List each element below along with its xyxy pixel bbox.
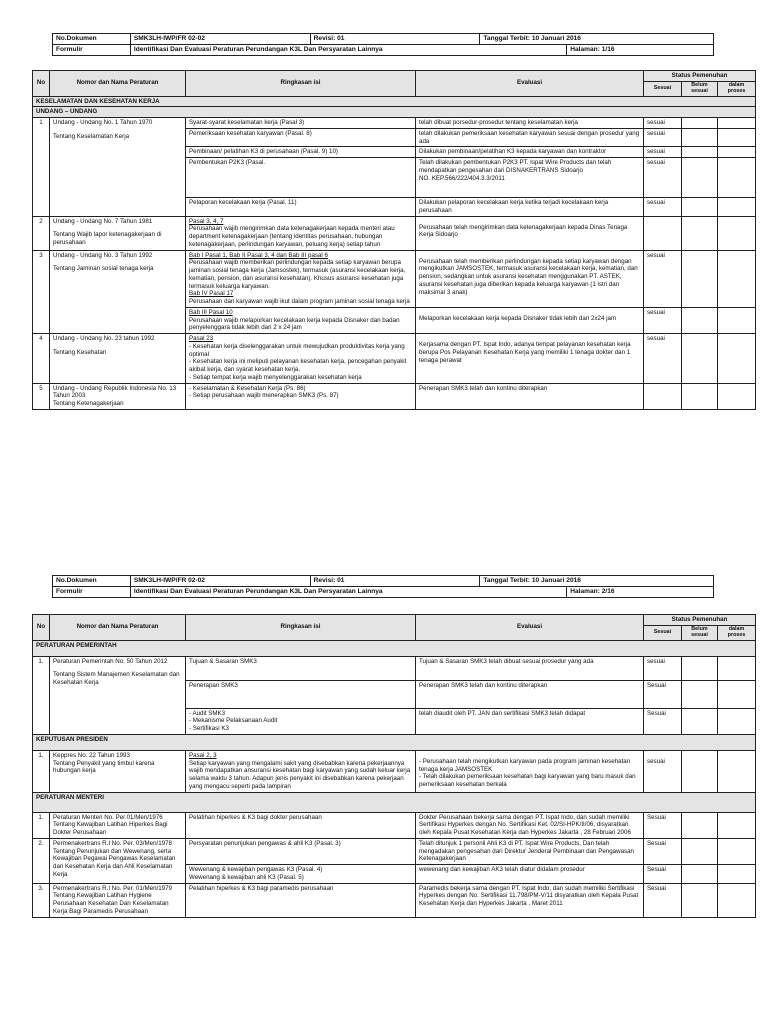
regulation-topic: Tentang Kesehatan	[53, 348, 107, 356]
table-row	[33, 838, 756, 864]
evaluation-cell: Penerapan SMK3 telah dan kontinu diterapkan	[416, 383, 644, 409]
status-not-ok-cell	[682, 128, 718, 147]
regulation-name: Undang - Undang No. 23 tahun 1992	[53, 335, 155, 343]
status-not-ok-cell	[682, 656, 718, 680]
form-label: Formulir	[53, 587, 131, 598]
row-number: 3.	[33, 883, 50, 917]
evaluation-cell: Tujuan & Sasaran SMK3 telah dibuat sesuai prosedur yang ada	[416, 656, 644, 680]
evaluation-cell: Paramedis bekerja sama dengan PT. Ispat Indo, dan sudah memiliki Sertifikasi Hyperkes dengan No. Sertifikasi 11.798/PM-V/11 disyaratkan oleh Kepala Pusat Kesehatan Kerja dan Hyperkes Jakarta , Maret 2011	[416, 883, 644, 917]
list-item: - Keselamatan & Kesehatan Kerja (Ps. 86)	[189, 385, 412, 393]
status-ok-cell: Sesuai	[644, 865, 682, 884]
regulation-cell	[50, 656, 186, 734]
status-not-ok-cell	[682, 865, 718, 884]
row-number: 5	[33, 383, 50, 409]
article-reference: Pasal 3, 4, 7	[189, 217, 224, 225]
status-ok-cell: sesuai	[644, 334, 682, 384]
status-not-ok-cell	[682, 838, 718, 864]
status-in-progress-cell	[718, 158, 756, 198]
table-row	[33, 118, 756, 129]
regulation-topic: Tentang Jaminan sosial tenaga kerja	[53, 265, 154, 273]
evaluation-cell	[416, 334, 644, 384]
revision: Revisi: 01	[310, 576, 480, 587]
summary-cell	[186, 307, 416, 333]
status-in-progress-cell	[718, 216, 756, 250]
row-number: 4	[33, 334, 50, 384]
summary-text: Wewenang & kewajiban ahli K3 (Pasal. 5)	[189, 873, 304, 881]
form-title: Identifikasi Dan Evaluasi Peraturan Perundangan K3L Dan Persyaratan Lainnya	[130, 587, 566, 598]
evaluation-cell: telah dilakukan pemeriksaan kesehatan karyawan sesuai dengan prosedur yang ada	[416, 128, 644, 147]
revision: Revisi: 01	[310, 34, 480, 45]
regulation-cell	[50, 250, 186, 334]
summary-cell: Tujuan & Sasaran SMK3	[186, 656, 416, 680]
table-row	[33, 216, 756, 250]
col-summary: Ringkasan isi	[186, 71, 416, 97]
status-text: sesuai	[647, 757, 665, 765]
status-ok-cell: sesuai	[644, 656, 682, 680]
list-item: - Perusahaan telah mengikutkan karyawan pada program jaminan kesehatan tenaga kerja JAMSOSTEK	[419, 758, 640, 774]
table-row	[33, 383, 756, 409]
status-not-ok-cell	[682, 198, 718, 217]
status-not-ok-cell	[682, 680, 718, 708]
regulation-cell	[50, 216, 186, 250]
status-ok-cell: sesuai	[644, 147, 682, 158]
section-heading: PERATURAN MENTERI	[33, 792, 756, 812]
table-row	[33, 656, 756, 680]
regulation-cell	[50, 812, 186, 838]
row-number: 2.	[33, 838, 50, 883]
summary-text: Perusahaan dan karyawan wajib ikut dalam program jaminan sosial tenaga kerja	[189, 298, 410, 306]
doc-number: SMK3LH-IWP/FR 02-02	[130, 34, 310, 45]
status-ok-cell: Sesuai	[644, 883, 682, 917]
status-not-ok-cell	[682, 147, 718, 158]
row-number: 1.	[33, 812, 50, 838]
status-ok-cell	[644, 750, 682, 792]
col-status-ok: Sesuai	[644, 625, 682, 640]
doc-number-label: No.Dokumen	[53, 34, 131, 45]
regulation-topic: Tentang Kewajiban Latihan Hygiene Perusahaan Kesehatan Dan Keselamatan Kerja Bagi Paramedis Perusahaan	[53, 892, 169, 915]
summary-cell: Penerapan SMK3	[186, 680, 416, 708]
regulation-topic: Tentang Keselamatan Kerja	[53, 132, 130, 140]
page-number: Halaman: 2/16	[567, 587, 714, 598]
list-item: - Audit SMK3	[189, 710, 412, 718]
status-in-progress-cell	[718, 198, 756, 217]
status-in-progress-cell	[718, 147, 756, 158]
status-in-progress-cell	[718, 383, 756, 409]
summary-text: Setiap karyawan yang mengalami sakit yang disebabkan karena pekerjaannya wajib mendapatkan ansuransi kesehatan bagi karyawan yang sudah keluar kerja selama waktu 3 tahun. Adapun jenis penyakit ini disebabkan karena pekerjaan yang mengacu seperti pada lampiran	[189, 759, 411, 790]
status-in-progress-cell	[718, 883, 756, 917]
row-number: 3	[33, 250, 50, 334]
regulation-topic: Tentang Sistem Manajemen Keselamatan dan Kesehatan Kerja	[53, 671, 180, 687]
evaluation-text: Kerjasama dengan PT. Ispat Indo, adanya tempat pelayanan kesehatan kerja berupa Pos Pelayanan Kesehatan Kerja yang memiliki 1 tenaga dokter dan 1 tenaga perawat	[419, 341, 631, 364]
col-evaluation: Evaluasi	[416, 615, 644, 641]
document-header	[52, 575, 714, 598]
section-heading: KEPUTUSAN PRESIDEN	[33, 734, 756, 750]
summary-cell: Pembentukan P2K3 (Pasal.	[186, 158, 416, 198]
regulation-cell	[50, 334, 186, 384]
status-not-ok-cell	[682, 383, 718, 409]
regulation-topic: Tentang Wajib lapor ketenagakerjaan di perusahaan	[53, 231, 162, 247]
status-in-progress-cell	[718, 680, 756, 708]
regulation-cell	[50, 883, 186, 917]
col-evaluation: Evaluasi	[416, 71, 644, 97]
summary-list	[189, 343, 412, 382]
form-label: Formulir	[53, 45, 131, 56]
col-summary: Ringkasan isi	[186, 615, 416, 641]
evaluation-cell: Penerapan SMK3 telah dan kontinu diterapkan	[416, 680, 644, 708]
evaluation-cell	[416, 307, 644, 333]
evaluation-cell: telah diaudit oleh PT. JAN dan sertifikasi SMK3 telah didapat	[416, 708, 644, 734]
status-in-progress-cell	[718, 708, 756, 734]
regulation-name: Permenakertrans R.I No. Per. 03/Men/1978	[53, 839, 172, 847]
status-ok-cell: sesuai	[644, 128, 682, 147]
summary-list	[189, 385, 412, 401]
summary-text: Perusahaan wajib memberikan perlindungan kepada setiap karyawan berupa jaminan sosial tenaga kerja (Jamsostek), termasuk (asuransi kecelakaan kerja, kematian, pension, dan asuransi kesehatan). Khusus asuransi kesehatan juga termasuk keluarga karyawan.	[189, 259, 406, 290]
summary-cell: Pelatihan hiperkes & K3 bagi dokter perusahaan	[186, 812, 416, 838]
status-in-progress-cell	[718, 307, 756, 333]
list-item: - Setiap tempat kerja wajib menyelenggarakan kesehatan kerja	[189, 374, 412, 382]
summary-text: Wewenang & kewajiban pengawas K3 (Pasal. 4)	[189, 866, 323, 874]
status-ok-cell: sesuai	[644, 307, 682, 333]
status-not-ok-cell	[682, 883, 718, 917]
row-number: 1.	[33, 750, 50, 792]
summary-text: Perusahaan wajib melaporkan kecelakaan kerja kepada Disnaker dan badan penyelenggara tidak lebih dari 2 x 24 jam	[189, 316, 400, 332]
list-item: - Kesehatan kerja ini meliputi pelayanan kesehatan kerja, pencegahan penyakit akibat kerja, dan syarat kesehatan kerja.	[189, 358, 412, 374]
document-header	[52, 33, 714, 56]
doc-number-label: No.Dokumen	[53, 576, 131, 587]
status-in-progress-cell	[718, 334, 756, 384]
regulation-cell	[50, 383, 186, 409]
evaluation-cell: Dilakukan pembinaan/pelatihan K3 kepada karyawan dan kontraktor	[416, 147, 644, 158]
list-item: - Sertifikasi K3	[189, 725, 412, 733]
status-ok-cell	[644, 216, 682, 250]
article-reference: Pasal 23	[189, 335, 214, 343]
status-ok-cell: Sesuai	[644, 838, 682, 864]
regulation-name: Undang - Undang No. 1 Tahun 1970	[53, 119, 153, 127]
summary-cell	[186, 216, 416, 250]
regulation-name: Permenakertrans R.I No. Per. 01/Men/1979	[53, 884, 172, 892]
regulation-name: Peraturan Menteri No. Per.01/Men/1976	[53, 813, 163, 821]
decree-number: NO. KEP.566/222/404.3.3/2011	[419, 174, 505, 182]
regulation-cell	[50, 838, 186, 883]
evaluation-cell: wewenang dan kewajiban AK3 telah diatur didalam prosedur	[416, 865, 644, 884]
summary-cell	[186, 334, 416, 384]
status-in-progress-cell	[718, 128, 756, 147]
status-not-ok-cell	[682, 158, 718, 198]
table-row	[33, 883, 756, 917]
evaluation-cell	[416, 158, 644, 198]
evaluation-text: Melaporkan kecelakaan kerja kepada Disnaker tidak lebih dari 2x24 jam	[419, 314, 617, 322]
evaluation-text: Telah dilakukan pembentukan P2K3 PT. Ispat Wire Products dan telah mendapatkan pengesahan dari DISNAKERTRANS Sidoarjo	[419, 159, 612, 174]
col-status-ok: Sesuai	[644, 81, 682, 96]
evaluation-cell	[416, 250, 644, 307]
list-item: - Kesehatan kerja diselenggarakan untuk mewujudkan produktivitas kerja yang optimal	[189, 343, 412, 359]
regulation-name: Undang - Undang Republik Indonesia No. 13 Tahun 2003	[53, 384, 177, 400]
table-row	[33, 334, 756, 384]
evaluation-cell	[416, 216, 644, 250]
table-row	[33, 250, 756, 307]
summary-cell	[186, 865, 416, 884]
status-ok-cell: Sesuai	[644, 812, 682, 838]
col-no: No	[33, 71, 50, 97]
col-no: No	[33, 615, 50, 641]
status-in-progress-cell	[718, 656, 756, 680]
table-row	[33, 812, 756, 838]
issue-date: Tanggal Terbit: 10 Januari 2016	[480, 34, 714, 45]
list-item: - Mekanisme Pelaksanaan Audit	[189, 717, 412, 725]
doc-number: SMK3LH-IWP/FR 02-02	[130, 576, 310, 587]
status-not-ok-cell	[682, 307, 718, 333]
regulation-topic: Tentang Penyakit yang timbul karena hubungan kerja	[53, 759, 155, 775]
status-not-ok-cell	[682, 118, 718, 129]
summary-cell: Syarat-syarat keselamatan kerja (Pasal 3)	[186, 118, 416, 129]
row-number: 1.	[33, 656, 50, 734]
summary-list	[189, 710, 412, 733]
col-status: Status Pemenuhan	[644, 615, 756, 626]
col-status: Status Pemenuhan	[644, 71, 756, 82]
issue-date: Tanggal Terbit: 10 Januari 2016	[480, 576, 714, 587]
regulation-name: Peraturan Pemerintah No. 50 Tahun 2012	[53, 657, 168, 665]
status-ok-cell: sesuai	[644, 118, 682, 129]
status-not-ok-cell	[682, 812, 718, 838]
col-status-not-ok: Belum sesuai	[682, 81, 718, 96]
col-regulation: Nomor dan Nama Peraturan	[50, 615, 186, 641]
status-not-ok-cell	[682, 216, 718, 250]
evaluation-text: Perusahaan telah mengirimkan data ketenagakerjaan kepada Dinas Tenaga Kerja Sidoarjo	[419, 223, 628, 239]
form-title: Identifikasi Dan Evaluasi Peraturan Perundangan K3L Dan Persyaratan Lainnya	[130, 45, 566, 56]
status-in-progress-cell	[718, 250, 756, 307]
evaluation-cell: Dilakukan pelaporan kecelakaan kerja ketika terjadi kecelakaan kerja perusahaan	[416, 198, 644, 217]
regulation-name: Undang - Undang No. 7 Tahun 1981	[53, 217, 153, 225]
list-item: - Setiap perusahaan wajib menerapkan SMK3 (Ps. 87)	[189, 392, 412, 400]
evaluation-cell: Telah ditunjuk 1 personil Ahli K3 di PT. Ispat Wire Products, Dan telah mengadakan pengesahan dari Direktur Jenderal Pembinaan dan Pengawasan Ketenagakerjaan	[416, 838, 644, 864]
summary-text: Perusahaan wajib mengirimkan data ketenagakerjaan kepada menteri atau department ketenagakerjaan (tentang identitas perusahaan, hubungan ketenagakerjaan, perlindungan karyawan, peluang kerja) setiap tahun	[189, 225, 395, 248]
summary-cell: Pelaporan kecelakaan kerja (Pasal. 11)	[186, 198, 416, 217]
regulation-name: Keppres No. 22 Tahun 1993	[53, 751, 130, 759]
status-not-ok-cell	[682, 750, 718, 792]
regulation-name: Undang - Undang No. 3 Tahun 1992	[53, 251, 153, 259]
page-number: Halaman: 1/16	[567, 45, 714, 56]
section-heading: KESELAMATAN DAN KESEHATAN KERJA	[33, 96, 756, 107]
table-row	[33, 750, 756, 792]
regulation-topic: Tentang Kewajiban Latihan Hiperkes Bagi Dokter Perusahaan	[53, 821, 168, 837]
regulation-cell	[50, 118, 186, 217]
evaluation-list	[419, 758, 640, 789]
status-ok-cell: Sesuai	[644, 708, 682, 734]
status-not-ok-cell	[682, 334, 718, 384]
evaluation-cell: Dokter Perusahaan bekerja sama dengan PT. Ispat Indo, dan sudah memiliki Sertifikasi Hyperkes dengan No. Sertifikasi Ket. 02/SI-HPK/II/06, disyaratkan oleh Kepala Pusat Kesehatan Kerja dan Hyperkes Jakarta , 28 Februari 2006	[416, 812, 644, 838]
article-reference: Pasal 2, 3	[189, 751, 217, 759]
status-ok-cell: Sesuai	[644, 680, 682, 708]
summary-cell: Persyaratan penunjukan pengawas & ahli K3 (Pasal. 3)	[186, 838, 416, 864]
article-reference: Bab IV Pasal 17	[189, 290, 234, 298]
col-regulation: Nomor dan Nama Peraturan	[50, 71, 186, 97]
summary-cell	[186, 250, 416, 307]
status-in-progress-cell	[718, 750, 756, 792]
subsection-heading: UNDANG – UNDANG	[33, 107, 756, 118]
list-item: - Telah dilakukan pemeriksaan kesehatan bagi karyawan yang baru masuk dan pemeriksaan kesehatan berkala	[419, 773, 640, 789]
article-reference: Bab I Pasal 1, Bab II Pasal 3, 4 dan Bab III pasal 6	[189, 251, 328, 259]
regulation-topic: Tentang Penunjukan dan Wewenang, serta Kewajiban Pegawai Pengawas Keselamatan dan Kesehatan Kerja dan Ahli Keselamatan Kerja	[53, 847, 176, 878]
status-not-ok-cell	[682, 250, 718, 307]
section-heading: PERATURAN PEMERINTAH	[33, 640, 756, 656]
row-number: 2	[33, 216, 50, 250]
summary-cell: Pembinaan/ pelatihan K3 di perusahaan (Pasal. 9) 10)	[186, 147, 416, 158]
summary-cell	[186, 708, 416, 734]
status-in-progress-cell	[718, 118, 756, 129]
summary-cell	[186, 383, 416, 409]
col-status-not-ok: Belum sesuai	[682, 625, 718, 640]
status-in-progress-cell	[718, 812, 756, 838]
status-not-ok-cell	[682, 708, 718, 734]
col-status-in-progress: dalam proses	[718, 625, 756, 640]
regulation-table	[32, 70, 756, 410]
evaluation-cell: telah dibuat porsedur-prosedur tentang keselamatan kerja	[416, 118, 644, 129]
status-ok-cell	[644, 383, 682, 409]
status-in-progress-cell	[718, 838, 756, 864]
status-ok-cell: sesuai	[644, 250, 682, 307]
summary-cell: Pemeriksaan kesehatan karyawan (Pasal. 8)	[186, 128, 416, 147]
regulation-topic: Tentang Ketenagakerjaan	[53, 400, 124, 408]
status-in-progress-cell	[718, 865, 756, 884]
summary-cell: Pelatihan hiperkes & K3 bagi paramedis perusahaan	[186, 883, 416, 917]
regulation-cell	[50, 750, 186, 792]
col-status-in-progress: dalam proses	[718, 81, 756, 96]
status-ok-cell: sesuai	[644, 158, 682, 198]
regulation-table	[32, 614, 756, 918]
evaluation-text: Perusahaan telah memberikan perlindungan kepada setiap karyawan dengan mengikutkan JAMSOSTEK, termasuk asuransi kecelakaan kerja, kematian, dan pension, sedangkan untuk asuransi kesehatan menggunakan PT. ASTEK, asuransi kesehatan juga diberikan kepada keluarga karyawan (1 istri dan maksimal 3 anak)	[419, 257, 638, 296]
article-reference: Bab III Pasal 10	[189, 308, 233, 316]
evaluation-cell	[416, 750, 644, 792]
summary-cell	[186, 750, 416, 792]
status-ok-cell: sesuai	[644, 198, 682, 217]
row-number: 1	[33, 118, 50, 217]
